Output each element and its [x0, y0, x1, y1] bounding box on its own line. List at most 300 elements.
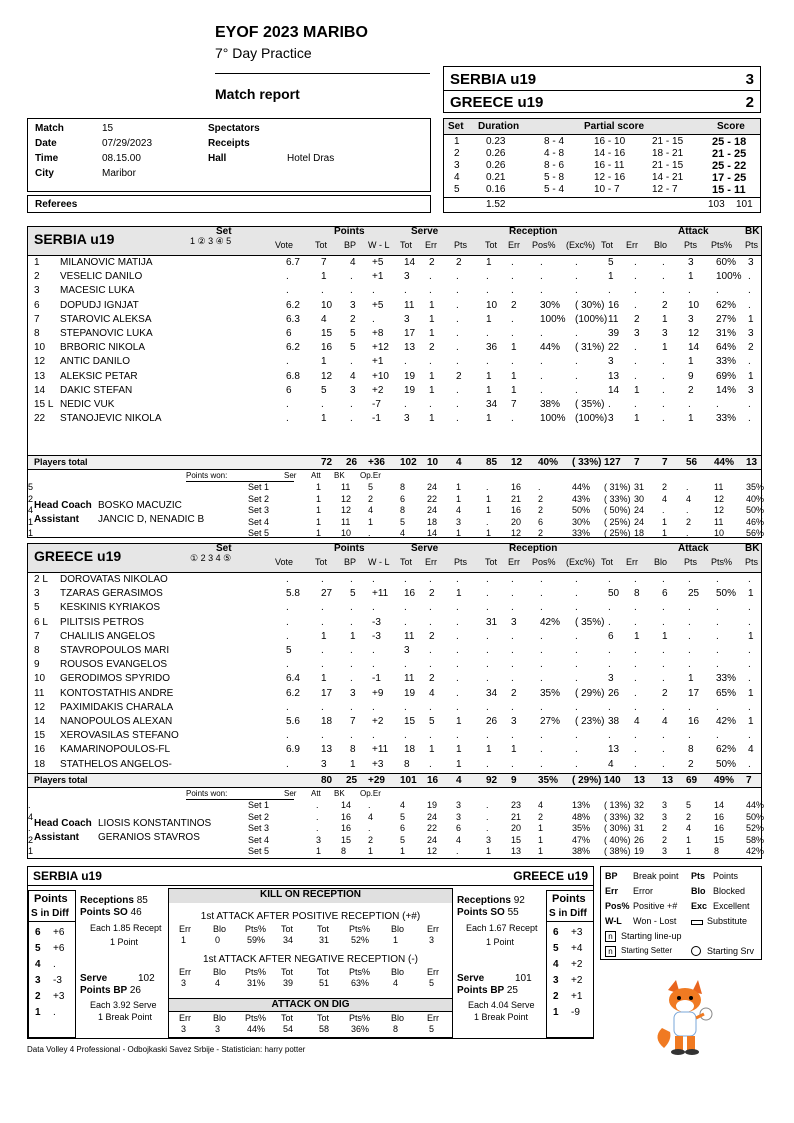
stat-value: -7: [372, 399, 381, 410]
stat-value: .: [662, 574, 665, 585]
stat-value: .: [662, 616, 665, 628]
pw-value: 8: [400, 505, 406, 515]
col-h: Pts: [684, 240, 698, 250]
stat-value: .: [350, 399, 353, 410]
pw-value: 2: [538, 528, 544, 538]
stat-value: 16: [321, 342, 333, 354]
stat-value: 5: [608, 257, 614, 268]
pw-value: 12: [427, 846, 438, 856]
stat-value: .: [350, 701, 353, 713]
stat-value: 2: [748, 342, 754, 354]
stat-value: .: [608, 701, 611, 713]
stat-value: 64%: [716, 342, 737, 354]
player-row: [28, 385, 761, 399]
pw-value: 4: [28, 811, 34, 822]
stat-value: ( 31%): [575, 342, 605, 354]
kill-hdr: Err: [179, 1013, 191, 1023]
pw-value: ( 31%): [604, 482, 631, 492]
stat-value: .: [634, 645, 637, 656]
stat-value: .: [716, 616, 719, 628]
total-value: 127: [604, 457, 621, 468]
stat-value: 33%: [716, 356, 737, 368]
player-number: 2 L: [34, 574, 48, 585]
col-h: Pts%: [711, 557, 733, 567]
pw-value: 8: [400, 482, 406, 492]
stat-value: .: [350, 645, 353, 656]
match-time: 08.15.00: [102, 153, 141, 164]
rotation-zone: 5: [553, 943, 559, 954]
set-duration: 0.26: [486, 160, 506, 171]
stat-value: .: [540, 659, 543, 671]
coach-label: Head Coach: [34, 500, 92, 511]
pw-value: 4: [538, 800, 544, 810]
col-h: Vote: [275, 557, 294, 567]
pw-value: 19: [634, 846, 645, 856]
pw-value: 21: [511, 493, 522, 504]
header-bg: [28, 227, 761, 255]
stat-value: 18: [404, 744, 416, 756]
stat-value: 12: [688, 328, 700, 339]
match-number: 15: [102, 123, 114, 134]
col-h: Err: [425, 557, 437, 567]
total-value: 35%: [538, 775, 559, 786]
h-set: Set: [216, 226, 232, 237]
kill-val: 3: [181, 1024, 187, 1034]
player-name: DOPUDJ IGNJAT: [60, 299, 139, 311]
stat-value: ( 30%): [575, 299, 605, 311]
stat-value: .: [456, 687, 459, 699]
stat-value: 1: [748, 313, 754, 325]
pw-value: .: [486, 516, 489, 527]
pw-value: 20: [511, 823, 522, 833]
stat-value: 8: [634, 588, 640, 600]
stat-value: .: [286, 701, 289, 713]
stat-value: 4: [634, 716, 640, 727]
pw-value: 6: [538, 516, 544, 527]
pw-value: 1: [486, 505, 492, 515]
stat-value: .: [286, 413, 289, 425]
pw-value: 1: [456, 528, 462, 538]
pw-value: 24: [634, 516, 645, 527]
pw-value: 33%: [572, 528, 591, 538]
pw-value: 5: [28, 482, 34, 492]
pw-value: 16: [341, 823, 352, 833]
rotation-diff: .: [53, 1007, 56, 1018]
player-name: MILANOVIC MATIJA: [60, 257, 153, 268]
stat-value: 1: [511, 744, 517, 756]
stat-value: 1: [634, 630, 640, 642]
pw-value: 12: [511, 528, 522, 538]
stat-value: .: [748, 730, 751, 742]
stat-value: .: [662, 257, 665, 268]
legend-text: Substitute: [707, 916, 748, 926]
pw-value: 11: [341, 482, 351, 492]
stat-value: 22: [608, 342, 620, 354]
pw-set: Set 2: [248, 811, 270, 822]
col-h: Err: [626, 240, 638, 250]
stat-value: .: [511, 659, 514, 671]
pw-value: 30: [634, 493, 645, 504]
player-row: [28, 645, 761, 659]
h-attack: Attack: [678, 226, 709, 237]
rotation-zone: 4: [553, 959, 559, 970]
stat-value: .: [456, 399, 459, 410]
stat-value: 100%: [716, 271, 742, 283]
stat-value: .: [748, 602, 751, 614]
player-number: 12: [34, 356, 46, 368]
fox-mascot-icon: [650, 978, 720, 1058]
stat-value: 2: [456, 370, 462, 382]
h-reception: Reception: [509, 226, 558, 237]
stat-value: .: [634, 299, 637, 311]
player-name: KESKINIS KYRIAKOS: [60, 602, 161, 614]
player-name: CHALILIS ANGELOS: [60, 630, 156, 642]
stat-value: .: [662, 356, 665, 368]
event-subtitle: 7° Day Practice: [215, 45, 312, 61]
total-home: 103: [708, 199, 725, 210]
stat-value: .: [286, 730, 289, 742]
stat-value: 33%: [716, 673, 737, 685]
pw-value: .: [316, 823, 319, 833]
pw-value: 5: [400, 811, 406, 822]
set-duration: 0.21: [486, 172, 506, 183]
col-h: BP: [344, 557, 357, 567]
player-row: [28, 688, 761, 702]
stat-value: .: [748, 285, 751, 297]
stat-value: 38: [608, 716, 620, 727]
col-h: (Exc%): [566, 240, 595, 250]
pw-value: 1: [486, 528, 492, 538]
stat-value: 1: [321, 356, 327, 368]
set-number: 1: [454, 136, 460, 147]
pw-value: 6: [400, 823, 406, 833]
h-serve: Serve: [411, 226, 439, 237]
pw-value: 50%: [746, 505, 765, 515]
stat-value: .: [634, 758, 637, 770]
stat-value: 2: [429, 673, 435, 685]
match-info: [27, 118, 431, 192]
stat-value: .: [350, 673, 353, 685]
total-value: ( 29%): [572, 775, 602, 786]
stat-value: 11: [404, 630, 415, 642]
pw-value: 22: [427, 823, 438, 833]
away-team: GREECE u19: [450, 94, 544, 111]
stat-value: .: [634, 342, 637, 354]
rotation-zone: 3: [35, 975, 41, 986]
stat-value: .: [350, 602, 353, 614]
players-total-label: Players total: [34, 775, 88, 785]
stat-value: .: [321, 645, 324, 656]
col-h: Err: [508, 557, 520, 567]
team-name: GREECE u19: [34, 548, 122, 564]
stat-value: .: [540, 370, 543, 382]
stat-value: 3: [404, 271, 410, 283]
legend-text: Won - Lost: [633, 916, 677, 926]
kill-hdr: Blo: [391, 967, 405, 977]
stat-value: (100%): [575, 313, 608, 325]
sets-h-set: Set: [448, 121, 464, 132]
kill-hdr: Tot: [317, 924, 330, 934]
stat-value: .: [404, 659, 407, 671]
player-row: [28, 716, 761, 730]
pw-set: Set 3: [248, 505, 270, 515]
stat-value: .: [404, 616, 407, 628]
stat-value: +3: [372, 758, 384, 770]
kill-val: 54: [283, 1024, 294, 1034]
col-h: W - L: [368, 557, 390, 567]
stat-value: 3: [321, 758, 327, 770]
starting-srv-icon: [691, 946, 701, 956]
one-bp-right: 1 Break Point: [474, 1012, 529, 1022]
stat-value: 6.2: [286, 342, 300, 354]
pw-value: 2: [662, 482, 668, 492]
stat-value: .: [634, 257, 637, 268]
stat-value: .: [511, 588, 514, 600]
stat-value: 2: [350, 313, 356, 325]
player-name: KAMARINOPOULOS-FL: [60, 744, 171, 756]
stat-value: .: [404, 730, 407, 742]
stat-value: 5: [429, 716, 435, 727]
stat-value: 8: [688, 744, 694, 756]
pw-value: 23: [511, 800, 522, 810]
col-h: Vote: [275, 240, 294, 250]
stat-value: .: [456, 384, 459, 396]
col-h: Tot: [485, 240, 498, 250]
pw-value: 4: [368, 505, 374, 515]
player-row: [28, 300, 761, 314]
stat-value: .: [575, 744, 578, 756]
stat-value: 3: [634, 328, 640, 339]
pw-value: 1: [400, 846, 406, 856]
pw-value: .: [686, 482, 689, 492]
kill-val: 59%: [247, 935, 266, 945]
stat-value: .: [662, 384, 665, 396]
stat-value: .: [748, 271, 751, 283]
legend-key: Blo: [691, 886, 706, 896]
col-h: Err: [425, 240, 437, 250]
stat-value: 3: [688, 257, 694, 268]
pw-value: ( 33%): [604, 811, 631, 822]
player-number: 15: [34, 730, 46, 742]
stat-value: 6: [662, 588, 668, 600]
stat-value: 3: [608, 413, 614, 425]
stat-value: 1: [688, 673, 694, 685]
stat-value: .: [634, 574, 637, 585]
pw-value: 16: [341, 811, 352, 822]
stat-value: 14: [608, 384, 620, 396]
pw-value: 15: [511, 834, 522, 845]
pw-value: 2: [28, 493, 34, 504]
pw-value: 1: [486, 846, 492, 856]
stat-value: 1: [662, 630, 668, 642]
assistant-label: Assistant: [34, 832, 80, 843]
total-value: 7: [634, 457, 640, 468]
pw-value: ( 25%): [604, 528, 631, 538]
stat-value: 7: [321, 257, 327, 268]
stat-value: .: [540, 271, 543, 283]
stat-value: .: [456, 299, 459, 311]
stat-value: .: [429, 285, 432, 297]
total-value: 7: [746, 775, 752, 786]
stat-value: .: [486, 630, 489, 642]
stat-value: 15: [404, 716, 416, 727]
stat-value: 4: [429, 687, 435, 699]
pw-value: .: [486, 800, 489, 810]
stat-value: .: [688, 659, 691, 671]
stat-value: 3: [608, 356, 614, 368]
players-total-label: Players total: [34, 457, 88, 467]
pw-value: ( 25%): [604, 516, 631, 527]
kill-title: KILL ON RECEPTION: [169, 889, 452, 903]
pw-value: 1: [28, 846, 34, 856]
total-value: 69: [686, 775, 698, 786]
partial-1: 8 - 6: [544, 160, 565, 171]
player-row: [28, 399, 761, 413]
stat-value: 13: [608, 744, 620, 756]
set-number: 3: [454, 160, 460, 171]
col-h: Tot: [601, 557, 614, 567]
player-number: 1: [34, 257, 40, 268]
pw-header: BK: [334, 789, 345, 798]
stat-value: .: [575, 384, 578, 396]
stat-value: 5: [350, 588, 356, 600]
kill-val: 34: [283, 935, 294, 945]
stat-value: 19: [404, 384, 416, 396]
stat-value: 2: [429, 342, 435, 354]
pw-value: 31: [634, 823, 645, 833]
set-number: 2: [454, 148, 460, 159]
player-name: STAROVIC ALEKSA: [60, 313, 152, 325]
pw-header: Op.Er: [360, 471, 381, 480]
h-bk: BK: [745, 226, 760, 237]
player-name: DAKIC STEFAN: [60, 384, 133, 396]
kill-hdr: Pts%: [349, 967, 371, 977]
col-h: Pts: [454, 240, 468, 250]
pw-value: 12: [714, 505, 725, 515]
pw-value: 42%: [746, 846, 765, 856]
stat-value: .: [540, 328, 543, 339]
pw-value: 48%: [572, 811, 591, 822]
stat-value: .: [372, 730, 375, 742]
stat-value: .: [456, 313, 459, 325]
stat-value: 1: [350, 630, 356, 642]
pw-value: 12: [341, 505, 352, 515]
stat-value: 1: [456, 744, 462, 756]
stat-value: 14: [688, 342, 700, 354]
stat-value: 1: [688, 271, 694, 283]
rotation-zone: 4: [35, 959, 41, 970]
legend-text: Positive +#: [633, 901, 678, 911]
stat-value: 5: [286, 645, 292, 656]
pw-value: 2: [368, 493, 374, 504]
player-row: [28, 673, 761, 687]
pw-value: 1: [28, 528, 34, 538]
pw-value: 16: [714, 811, 725, 822]
stat-value: 10: [486, 299, 498, 311]
stat-value: 2: [688, 758, 694, 770]
stat-value: .: [511, 574, 514, 585]
stat-value: .: [748, 673, 751, 685]
stat-value: 5: [350, 342, 356, 354]
stat-value: .: [748, 413, 751, 425]
kill-val: 5: [429, 978, 435, 988]
pw-value: 58%: [746, 834, 765, 845]
total-value: 140: [604, 775, 621, 786]
pw-value: 5: [368, 482, 374, 492]
pw-value: 12: [714, 493, 725, 504]
legend-key: Pos%: [605, 901, 630, 911]
stat-value: .: [511, 602, 514, 614]
rule: [28, 572, 761, 573]
set-score: 21 - 25: [712, 148, 747, 160]
team-name: SERBIA u19: [34, 231, 115, 247]
stat-value: 3: [350, 687, 356, 699]
player-name: KONTOSTATHIS ANDRE: [60, 687, 174, 699]
coach-name: LIOSIS KONSTANTINOS: [98, 818, 212, 829]
stat-value: +11: [372, 744, 389, 756]
kill-val: 52%: [351, 935, 370, 945]
stat-value: .: [429, 574, 432, 585]
player-row: [28, 356, 761, 370]
kill-hdr: Err: [179, 924, 191, 934]
stat-value: .: [456, 285, 459, 297]
pw-value: 2: [686, 516, 692, 527]
stat-value: 11: [404, 673, 415, 685]
match-label: Match: [35, 123, 64, 134]
rotation-diff: +2: [571, 959, 583, 970]
stat-value: .: [429, 758, 432, 770]
pw-value: 3: [456, 800, 462, 810]
legend-key: Err: [605, 886, 619, 896]
stat-value: 36: [486, 342, 498, 354]
stat-value: .: [748, 758, 751, 770]
pw-value: .: [368, 800, 371, 810]
total-value: +29: [368, 775, 385, 786]
pw-value: 2: [686, 811, 692, 822]
starting-icon: n: [605, 931, 616, 942]
stat-value: 5: [350, 328, 356, 339]
stat-value: .: [456, 271, 459, 283]
rotation-diff: +3: [571, 927, 583, 938]
player-number: 11: [34, 687, 45, 699]
footer-credit: Data Volley 4 Professional - Odbojkaski Savez Srbije - Statistician: harry potter: [27, 1045, 306, 1054]
stat-value: +2: [372, 384, 384, 396]
set-duration: 0.16: [486, 184, 506, 195]
pw-value: 11: [341, 516, 351, 527]
sets-table: [443, 118, 761, 213]
referees-box: [27, 195, 431, 213]
stat-value: ( 35%): [575, 399, 605, 410]
stat-value: 13: [608, 370, 620, 382]
stat-value: .: [350, 659, 353, 671]
city-label: City: [35, 168, 54, 179]
pw-value: 3: [662, 846, 668, 856]
stat-value: 33%: [716, 413, 737, 425]
stat-value: .: [286, 758, 289, 770]
stat-value: .: [350, 616, 353, 628]
pw-value: 10: [341, 528, 352, 538]
stat-value: 3: [608, 673, 614, 685]
substitute-icon: [691, 920, 703, 925]
stat-value: .: [540, 356, 543, 368]
stat-value: .: [486, 574, 489, 585]
total-value: 72: [321, 457, 333, 468]
rotation-zone: 5: [35, 943, 41, 954]
pw-value: 13%: [572, 800, 591, 810]
away-sets: 2: [745, 94, 754, 111]
stat-value: .: [486, 659, 489, 671]
stat-value: .: [321, 285, 324, 297]
